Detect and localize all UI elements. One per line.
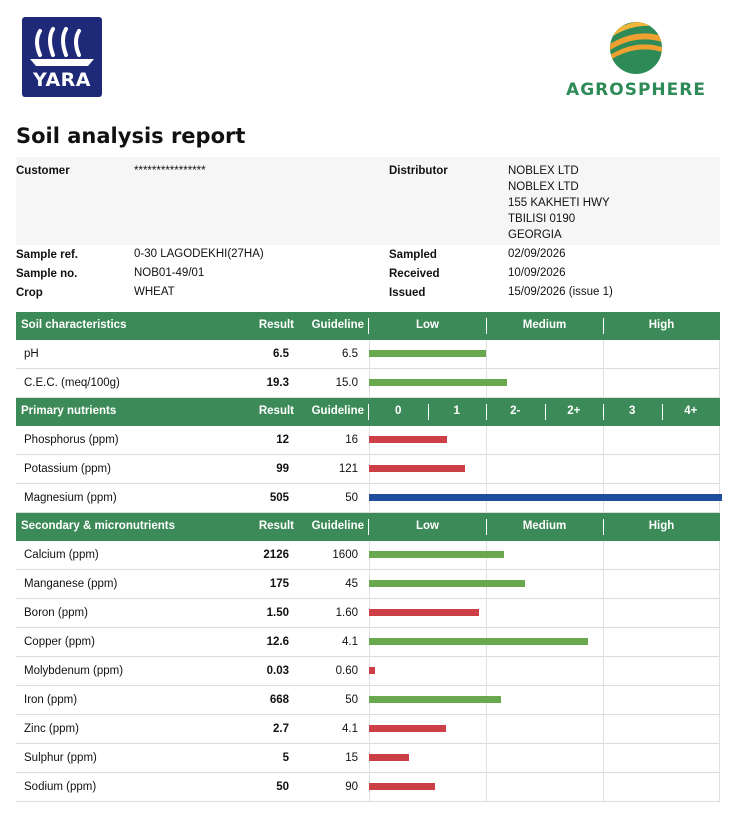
row-guideline: 1.60	[335, 607, 358, 619]
agrosphere-logo	[560, 16, 712, 102]
grid-line	[719, 599, 720, 628]
sampled-value: 02/09/2026	[508, 248, 566, 260]
row-name: Magnesium (ppm)	[24, 492, 117, 504]
row-name: Iron (ppm)	[24, 694, 78, 706]
grid-line	[486, 599, 487, 628]
row-name: Calcium (ppm)	[24, 549, 99, 561]
table-row	[16, 744, 720, 773]
row-guideline: 15.0	[335, 377, 358, 389]
result-column-header: Result	[258, 319, 294, 331]
row-result: 6.5	[273, 348, 289, 360]
row-result: 0.03	[266, 665, 289, 677]
grid-line	[486, 426, 487, 455]
row-guideline: 4.1	[342, 636, 358, 648]
sampled-label: Sampled	[389, 249, 437, 261]
row-name: Zinc (ppm)	[24, 723, 79, 735]
grid-line	[603, 455, 604, 484]
row-result: 12.6	[266, 636, 289, 648]
grid-line	[486, 657, 487, 686]
row-name: Sodium (ppm)	[24, 781, 97, 793]
guideline-column-header: Guideline	[311, 520, 364, 532]
table-row	[16, 484, 720, 513]
row-name: Phosphorus (ppm)	[24, 434, 119, 446]
grid-line	[603, 570, 604, 599]
section-header	[16, 513, 720, 541]
row-guideline: 45	[345, 578, 358, 590]
row-result: 1.50	[266, 607, 289, 619]
grid-line	[719, 426, 720, 455]
grid-line	[719, 455, 720, 484]
level-bar	[369, 465, 465, 472]
level-label: High	[648, 319, 675, 331]
distributor-address	[508, 163, 610, 243]
level-bar	[369, 609, 479, 616]
grid-line	[486, 773, 487, 802]
level-bar	[369, 494, 722, 501]
table-row	[16, 570, 720, 599]
distributor-line: TBILISI 0190	[508, 213, 576, 225]
table-row	[16, 773, 720, 802]
grid-line	[719, 744, 720, 773]
grid-line	[603, 744, 604, 773]
customer-label: Customer	[16, 165, 70, 177]
section-title: Primary nutrients	[21, 405, 117, 417]
table-row	[16, 628, 720, 657]
row-result: 2.7	[273, 723, 289, 735]
guideline-column-header: Guideline	[311, 319, 364, 331]
report-title: Soil analysis report	[16, 124, 246, 148]
level-bar	[369, 379, 507, 386]
grid-line	[603, 599, 604, 628]
row-guideline: 50	[345, 492, 358, 504]
level-bar	[369, 783, 435, 790]
row-result: 99	[276, 463, 289, 475]
grid-line	[719, 657, 720, 686]
row-name: Potassium (ppm)	[24, 463, 111, 475]
row-guideline: 90	[345, 781, 358, 793]
yara-logo	[22, 17, 102, 97]
grid-line	[719, 369, 720, 398]
row-name: Sulphur (ppm)	[24, 752, 97, 764]
sample-no-value: NOB01-49/01	[134, 267, 205, 279]
row-guideline: 1600	[332, 549, 358, 561]
section-header	[16, 312, 720, 340]
section-header	[16, 398, 720, 426]
grid-line	[603, 686, 604, 715]
grid-line	[603, 773, 604, 802]
grid-line	[603, 369, 604, 398]
row-guideline: 50	[345, 694, 358, 706]
level-bar	[369, 350, 486, 357]
guideline-column-header: Guideline	[311, 405, 364, 417]
grid-line	[486, 715, 487, 744]
result-column-header: Result	[258, 520, 294, 532]
header-divider	[428, 404, 429, 420]
crop-value: WHEAT	[134, 286, 175, 298]
section-title: Soil characteristics	[21, 319, 127, 331]
level-label: Medium	[522, 520, 567, 532]
grid-line	[719, 340, 720, 369]
level-bar	[369, 725, 446, 732]
distributor-line: NOBLEX LTD	[508, 165, 579, 177]
grid-line	[486, 455, 487, 484]
level-label: 2-	[510, 405, 521, 417]
table-row	[16, 715, 720, 744]
grid-line	[719, 715, 720, 744]
row-result: 505	[269, 492, 289, 504]
level-label: 2+	[567, 405, 581, 417]
crop-label: Crop	[16, 287, 43, 299]
results-table	[16, 312, 720, 802]
header-divider	[603, 519, 604, 535]
row-guideline: 4.1	[342, 723, 358, 735]
row-name: pH	[24, 348, 39, 360]
table-row	[16, 369, 720, 398]
grid-line	[719, 686, 720, 715]
issued-label: Issued	[389, 287, 426, 299]
table-row	[16, 599, 720, 628]
info-panel	[16, 157, 720, 245]
level-bar	[369, 696, 501, 703]
received-label: Received	[389, 268, 440, 280]
sample-ref-value: 0-30 LAGODEKHI(27HA)	[134, 248, 264, 260]
distributor-line: 155 KAKHETI HWY	[508, 197, 610, 209]
section-title: Secondary & micronutrients	[21, 520, 176, 532]
table-row	[16, 340, 720, 369]
header-divider	[603, 318, 604, 334]
row-name: Molybdenum (ppm)	[24, 665, 124, 677]
distributor-line: NOBLEX LTD	[508, 181, 579, 193]
header-divider	[545, 404, 546, 420]
received-value: 10/09/2026	[508, 267, 566, 279]
issued-value: 15/09/2026 (issue 1)	[508, 286, 613, 298]
grid-line	[719, 570, 720, 599]
level-bar	[369, 667, 375, 674]
table-row	[16, 541, 720, 570]
result-column-header: Result	[258, 405, 294, 417]
grid-line	[603, 541, 604, 570]
agrosphere-globe-icon	[560, 16, 712, 76]
row-guideline: 121	[338, 463, 358, 475]
grid-line	[603, 340, 604, 369]
row-result: 12	[276, 434, 289, 446]
level-bar	[369, 638, 588, 645]
level-bar	[369, 551, 504, 558]
table-row	[16, 686, 720, 715]
level-label: 3	[629, 405, 636, 417]
grid-line	[603, 657, 604, 686]
row-guideline: 15	[345, 752, 358, 764]
grid-line	[719, 628, 720, 657]
agrosphere-logo-text: AGROSPHERE	[566, 80, 706, 100]
sample-no-label: Sample no.	[16, 268, 78, 280]
row-result: 2126	[263, 549, 289, 561]
grid-line	[603, 715, 604, 744]
grid-line	[719, 541, 720, 570]
row-guideline: 16	[345, 434, 358, 446]
row-result: 50	[276, 781, 289, 793]
row-name: Copper (ppm)	[24, 636, 95, 648]
row-guideline: 0.60	[335, 665, 358, 677]
level-bar	[369, 436, 447, 443]
header-divider	[603, 404, 604, 420]
level-label: 0	[395, 405, 402, 417]
header-divider	[662, 404, 663, 420]
grid-line	[603, 628, 604, 657]
level-label: Medium	[522, 319, 567, 331]
grid-line	[486, 340, 487, 369]
yara-logo-text: YARA	[33, 69, 91, 91]
row-guideline: 6.5	[342, 348, 358, 360]
sample-ref-label: Sample ref.	[16, 249, 78, 261]
grid-line	[603, 426, 604, 455]
table-row	[16, 426, 720, 455]
grid-line	[486, 744, 487, 773]
row-result: 19.3	[266, 377, 289, 389]
table-row	[16, 455, 720, 484]
customer-value: ****************	[134, 165, 206, 177]
row-name: Boron (ppm)	[24, 607, 88, 619]
distributor-line: GEORGIA	[508, 229, 562, 241]
level-label: Low	[416, 520, 439, 532]
header-divider	[486, 519, 487, 535]
row-result: 175	[269, 578, 289, 590]
level-label: Low	[416, 319, 439, 331]
row-name: Manganese (ppm)	[24, 578, 118, 590]
level-label: High	[648, 520, 675, 532]
row-result: 5	[282, 752, 289, 764]
grid-line	[719, 773, 720, 802]
row-result: 668	[269, 694, 289, 706]
level-label: 4+	[684, 405, 698, 417]
table-row	[16, 657, 720, 686]
header-divider	[486, 404, 487, 420]
row-name: C.E.C. (meq/100g)	[24, 377, 120, 389]
level-bar	[369, 580, 525, 587]
distributor-label: Distributor	[389, 165, 448, 177]
level-bar	[369, 754, 409, 761]
level-label: 1	[453, 405, 460, 417]
header-divider	[486, 318, 487, 334]
